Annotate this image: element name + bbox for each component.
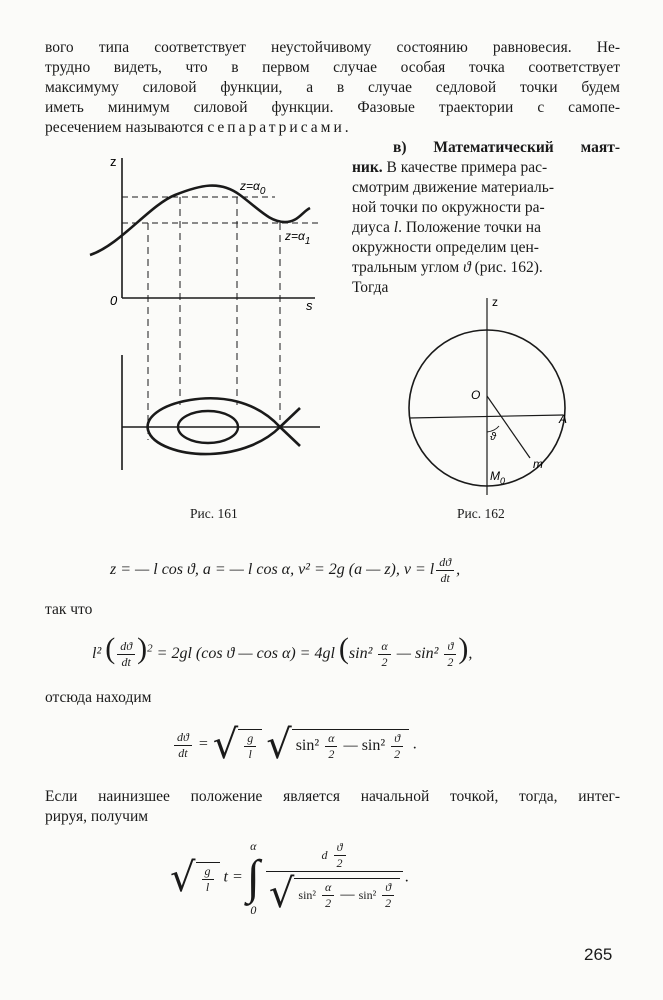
numerator: g (244, 732, 256, 747)
sin-squared: sin² (358, 887, 377, 902)
label-alpha1: $z=\alpha_1$ (285, 229, 311, 247)
caption-fig162: Рис. 162 (457, 506, 505, 521)
sqrt: √ sin² $\frac{\alpha}{2}$ — sin² $\frac{ϑ}{2}$ (266, 722, 409, 768)
numerator: ϑ (382, 881, 394, 896)
section-heading-cont: ник. (352, 159, 383, 176)
sqrt: √ $\frac{g}{l}$ (170, 855, 220, 901)
text-line: максимуму силовой функции, а в случае седловой точки будем (45, 79, 620, 96)
text-line: смотрим движение материаль- (352, 179, 555, 196)
text-line: рируя, получим (45, 808, 149, 825)
sin-squared: sin² (414, 645, 439, 662)
text-span: ресечением называются (45, 119, 204, 136)
numerator: ϑ (334, 841, 346, 856)
text-span: (рис. 162). (474, 259, 543, 276)
fraction (174, 731, 192, 759)
text-line: отсюда находим (45, 689, 152, 706)
text-line (45, 118, 352, 138)
formula-2: l² ( $\frac{dϑ}{dt}$ )$^2$ = 2gl (cos ϑ — cos α) = 4gl (sin² $\frac{\alpha}{2}$ — sin² $\frac{ϑ}{2}$ ), (92, 632, 473, 669)
text-line: трудно видеть, что в первом случае особая точка соответствует (45, 59, 620, 76)
s-axis-label: s (306, 298, 313, 313)
numerator: α (325, 732, 337, 747)
z-axis-label: z (110, 154, 117, 169)
numerator: dϑ (174, 731, 192, 746)
center-label: O (471, 388, 481, 402)
potential-curve (90, 186, 310, 255)
separatrix-tail (280, 408, 300, 427)
text-line: так что (45, 601, 93, 618)
label-alpha0: $z=\alpha_0$ (240, 179, 266, 197)
sin-squared: sin² (361, 737, 386, 755)
formula-text: l² (92, 645, 102, 662)
fraction (334, 841, 346, 869)
point-a-label: A (559, 412, 568, 426)
numerator: ϑ (391, 732, 403, 747)
radius-to-m (487, 396, 530, 458)
minus-sign: — (343, 737, 358, 755)
denominator (266, 872, 403, 915)
figure-162 (395, 290, 595, 500)
integral-upper-limit: α (250, 839, 257, 853)
denominator: 2 (325, 895, 332, 910)
numerator (266, 841, 403, 871)
formula-4: √ $\frac{g}{l}$ t = α ∫ 0 d $\frac{ϑ}{2}$ √ sin² $\frac{\alpha}{2}$ — sin² $\frac{ϑ}{2}$ . (170, 839, 410, 917)
separatrix (148, 398, 280, 454)
fraction (444, 640, 456, 668)
formula-text: d (321, 848, 328, 863)
numerator: ϑ (444, 640, 456, 655)
denominator: dt (178, 745, 188, 760)
numerator: g (202, 865, 214, 880)
formula-text: = 2gl (cos ϑ — cos α) = 4gl (156, 645, 335, 662)
sqrt: √ sin² $\frac{\alpha}{2}$ — sin² $\frac{ϑ}{2}$ (269, 873, 400, 915)
denominator: dt (121, 654, 131, 669)
text-line: Если наинизшее положение является начальной точкой, тогда, интег- (45, 788, 620, 805)
fraction (202, 865, 214, 893)
text-line: иметь минимум силовой функции. Фазовые траектории с самопе- (45, 99, 620, 116)
figure-161 (80, 150, 340, 480)
point-m-label: m (533, 457, 543, 471)
sqrt: √ $\frac{g}{l}$ (213, 722, 263, 768)
numerator: α (322, 881, 334, 896)
text-span: Положение точки на (405, 219, 541, 236)
text-span: диуса (352, 219, 390, 236)
caption-fig161: Рис. 161 (190, 506, 238, 521)
horizontal-chord (409, 415, 563, 418)
text-line (352, 158, 547, 178)
origin-label: 0 (110, 293, 118, 308)
fraction (117, 640, 135, 668)
denominator: dt (440, 570, 450, 585)
fraction (436, 556, 454, 584)
fraction (378, 640, 390, 668)
formula-text: , (456, 560, 461, 578)
sin-squared: sin² (298, 887, 317, 902)
denominator: l (205, 880, 210, 894)
integral: α ∫ 0 (246, 839, 260, 917)
text-line: Тогда (352, 279, 389, 296)
formula-1 (110, 556, 460, 584)
fraction (382, 881, 394, 909)
section-heading: в) Математический маят- (393, 139, 620, 156)
fraction (266, 840, 403, 917)
angle-label: ϑ (490, 431, 497, 443)
integral-lower-limit: 0 (250, 903, 257, 917)
symbol-theta: ϑ (463, 259, 471, 276)
fraction (325, 732, 337, 760)
numerator: dϑ (436, 556, 454, 571)
page-number: 265 (584, 945, 613, 964)
minus-sign: — (340, 885, 355, 903)
point-m0-label: $M_0$ (490, 469, 506, 486)
denominator: 2 (447, 654, 454, 669)
text-line: окружности определим цен- (352, 239, 539, 256)
formula-text: t = (223, 868, 243, 886)
formula-3: $\frac{dϑ}{dt}$ = √ $\frac{g}{l}$ √ sin² $\frac{\alpha}{2}$ — sin² $\frac{ϑ}{2}$ . (172, 722, 417, 768)
fraction (322, 881, 334, 909)
separatrix-tail (280, 427, 300, 446)
denominator: 2 (385, 895, 392, 910)
text-line: вого типа соответствует неустойчивому состоянию равновесия. Не- (45, 39, 620, 56)
text-line (352, 258, 543, 278)
denominator: l (248, 747, 252, 761)
numerator: α (378, 640, 390, 655)
denominator: 2 (336, 856, 343, 870)
text-line: диуса l. Положение точки на (352, 219, 541, 236)
fraction (244, 732, 256, 760)
numerator: dϑ (117, 640, 135, 655)
denominator: 2 (328, 747, 335, 761)
text-line: ной точки по окружности ра- (352, 199, 545, 216)
minus-sign: — (396, 645, 411, 662)
text-span: В качестве примера рас- (386, 159, 548, 176)
sin-squared: sin² (295, 737, 320, 755)
term-separatrices: сепаратрисами. (207, 119, 352, 136)
z-axis-label: z (492, 295, 498, 309)
sin-squared: sin² (348, 645, 373, 662)
denominator: 2 (394, 747, 401, 761)
text-span: тральным углом (352, 259, 460, 276)
formula-text: z = — l cos ϑ, a = — l cos α, v² = 2g (a — z), v = l (110, 560, 435, 578)
denominator: 2 (381, 654, 388, 669)
symbol-l: l (393, 219, 399, 236)
fraction (391, 732, 403, 760)
